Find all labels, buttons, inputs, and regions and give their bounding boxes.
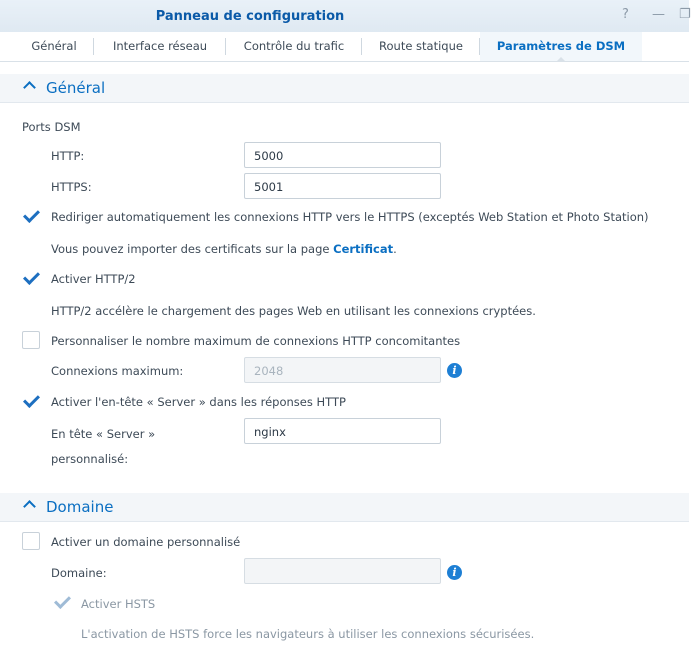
chevron-up-icon [23, 81, 36, 94]
domain-input[interactable] [244, 558, 441, 584]
section-domain-title: Domaine [46, 498, 114, 516]
custom-server-input[interactable]: nginx [244, 418, 441, 444]
certificate-info [51, 242, 397, 256]
tab-network-interface[interactable]: Interface réseau [94, 32, 226, 61]
tab-bar [0, 32, 689, 62]
chevron-up-icon [23, 500, 36, 513]
http2-label: Activer HTTP/2 [51, 272, 136, 286]
custom-domain-checkbox[interactable] [22, 532, 40, 550]
hsts-checkbox[interactable] [53, 593, 71, 611]
maximize-icon[interactable]: ❐ [679, 7, 691, 22]
tab-dsm-settings[interactable]: Paramètres de DSM [480, 32, 642, 61]
domain-field-label: Domaine: [51, 566, 107, 580]
max-connections-field-label: Connexions maximum: [51, 364, 184, 378]
certificate-text: Vous pouvez importer des certificats sur la page [51, 242, 330, 256]
redirect-https-label: Rediriger automatiquement les connexions HTTP vers le HTTPS (exceptés Web Station et Photo Station) [51, 210, 649, 224]
certificate-suffix: . [393, 242, 397, 256]
http2-checkbox[interactable] [22, 269, 40, 287]
https-port-input[interactable]: 5001 [244, 173, 441, 199]
redirect-https-checkbox[interactable] [22, 207, 40, 225]
max-connections-input[interactable]: 2048 [244, 357, 441, 383]
minimize-icon[interactable]: — [652, 7, 665, 22]
max-connections-checkbox[interactable] [22, 331, 40, 349]
dsm-ports-label: Ports DSM [22, 120, 81, 134]
help-icon[interactable]: ? [622, 7, 629, 22]
server-header-checkbox[interactable] [22, 392, 40, 410]
custom-server-label-line1: En tête « Server » [51, 427, 156, 441]
section-general-header[interactable] [0, 74, 689, 103]
certificate-link[interactable]: Certificat [333, 242, 394, 256]
section-general-title: Général [46, 79, 106, 97]
tab-general[interactable]: Général [14, 32, 94, 61]
window-titlebar [0, 0, 689, 32]
http-label: HTTP: [51, 149, 85, 163]
custom-server-label-line2: personnalisé: [51, 452, 129, 466]
max-connections-label: Personnaliser le nombre maximum de connexions HTTP concomitantes [51, 334, 461, 348]
hsts-description: L'activation de HSTS force les navigateurs à utiliser les connexions sécurisées. [81, 627, 535, 641]
http-port-input[interactable]: 5000 [244, 142, 441, 168]
custom-domain-label: Activer un domaine personnalisé [51, 535, 241, 549]
section-domain-header[interactable] [0, 493, 689, 522]
hsts-label: Activer HSTS [81, 597, 156, 611]
tab-traffic-control[interactable]: Contrôle du trafic [226, 32, 362, 61]
info-icon[interactable]: i [447, 363, 462, 378]
tab-static-route[interactable]: Route statique [362, 32, 480, 61]
server-header-label: Activer l'en-tête « Server » dans les réponses HTTP [51, 395, 346, 409]
https-label: HTTPS: [51, 180, 92, 194]
window-title: Panneau de configuration [155, 9, 345, 24]
info-icon[interactable]: i [447, 565, 462, 580]
http2-description: HTTP/2 accélère le chargement des pages Web en utilisant les connexions cryptées. [51, 304, 536, 318]
